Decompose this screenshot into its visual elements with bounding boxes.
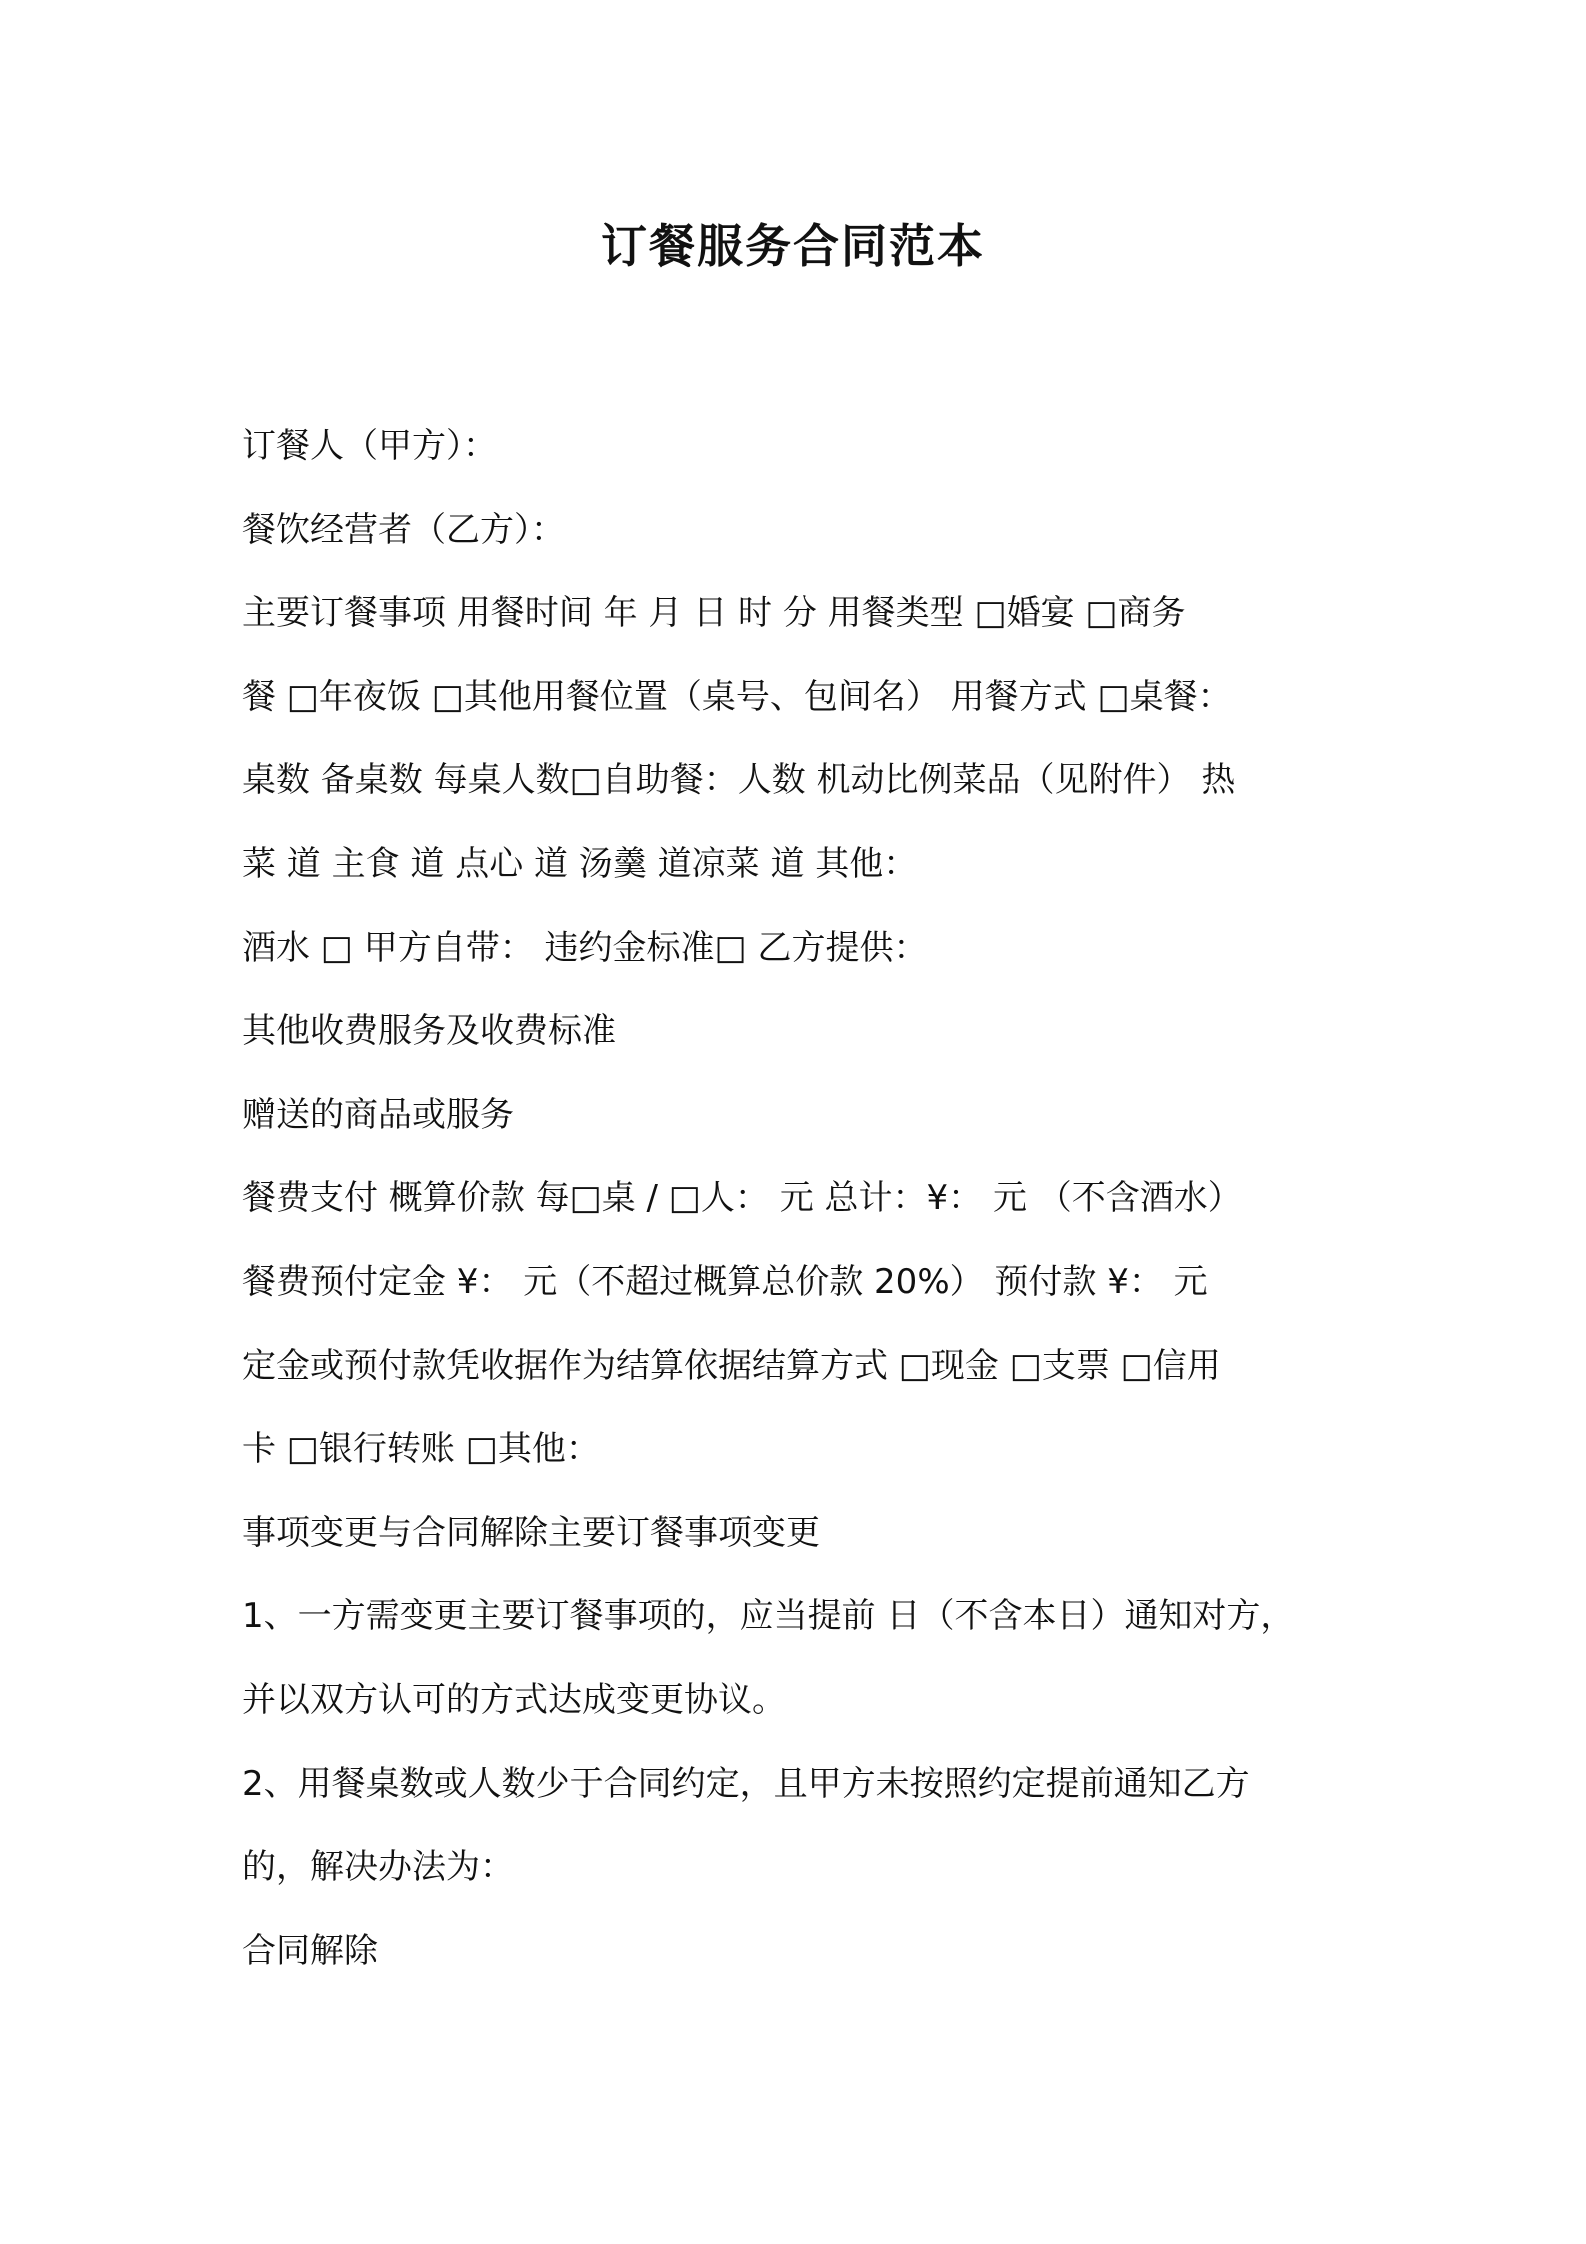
- dishes-line: 菜 道 主食 道 点心 道 汤羹 道凉菜 道 其他：: [242, 843, 918, 884]
- party-a-line: 订餐人（甲方）：: [242, 426, 497, 466]
- gifts-line: 赠送的商品或服务: [242, 1094, 514, 1135]
- deposit-line: 餐费预付定金 ¥： 元（不超过概算总价款 20%） 预付款 ¥： 元: [242, 1261, 1208, 1302]
- clause-1-line-1: 1、一方需变更主要订餐事项的，应当提前 日（不含本日）通知对方，: [242, 1596, 1295, 1637]
- settlement-line-1: 定金或预付款凭收据作为结算依据结算方式 □现金 □支票 □信用: [242, 1345, 1221, 1386]
- change-heading: 事项变更与合同解除主要订餐事项变更: [242, 1512, 820, 1553]
- other-fees-line: 其他收费服务及收费标准: [242, 1011, 616, 1052]
- document-body: [242, 405, 1352, 1993]
- payment-line: 餐费支付 概算价款 每□桌 / □人： 元 总计：¥： 元 （不含酒水）: [242, 1178, 1242, 1219]
- main-items-line-1: 主要订餐事项 用餐时间 年 月 日 时 分 用餐类型 □婚宴 □商务: [242, 593, 1186, 634]
- termination-heading: 合同解除: [242, 1930, 378, 1971]
- party-b-line: 餐饮经营者（乙方）：: [242, 509, 565, 550]
- main-items-line-3: 桌数 备桌数 每桌人数□自助餐：人数 机动比例菜品（见附件） 热: [242, 760, 1236, 801]
- clause-1-line-2: 并以双方认可的方式达成变更协议。: [242, 1679, 786, 1720]
- clause-2-line-2: 的，解决办法为：: [242, 1847, 514, 1888]
- document-title: 订餐服务合同范本: [601, 219, 985, 273]
- settlement-line-2: 卡 □银行转账 □其他：: [242, 1429, 600, 1470]
- main-items-line-2: 餐 □年夜饭 □其他用餐位置（桌号、包间名） 用餐方式 □桌餐：: [242, 676, 1232, 717]
- clause-2-line-1: 2、用餐桌数或人数少于合同约定，且甲方未按照约定提前通知乙方: [242, 1763, 1250, 1804]
- drinks-line: 酒水 □ 甲方自带： 违约金标准□ 乙方提供：: [242, 927, 928, 968]
